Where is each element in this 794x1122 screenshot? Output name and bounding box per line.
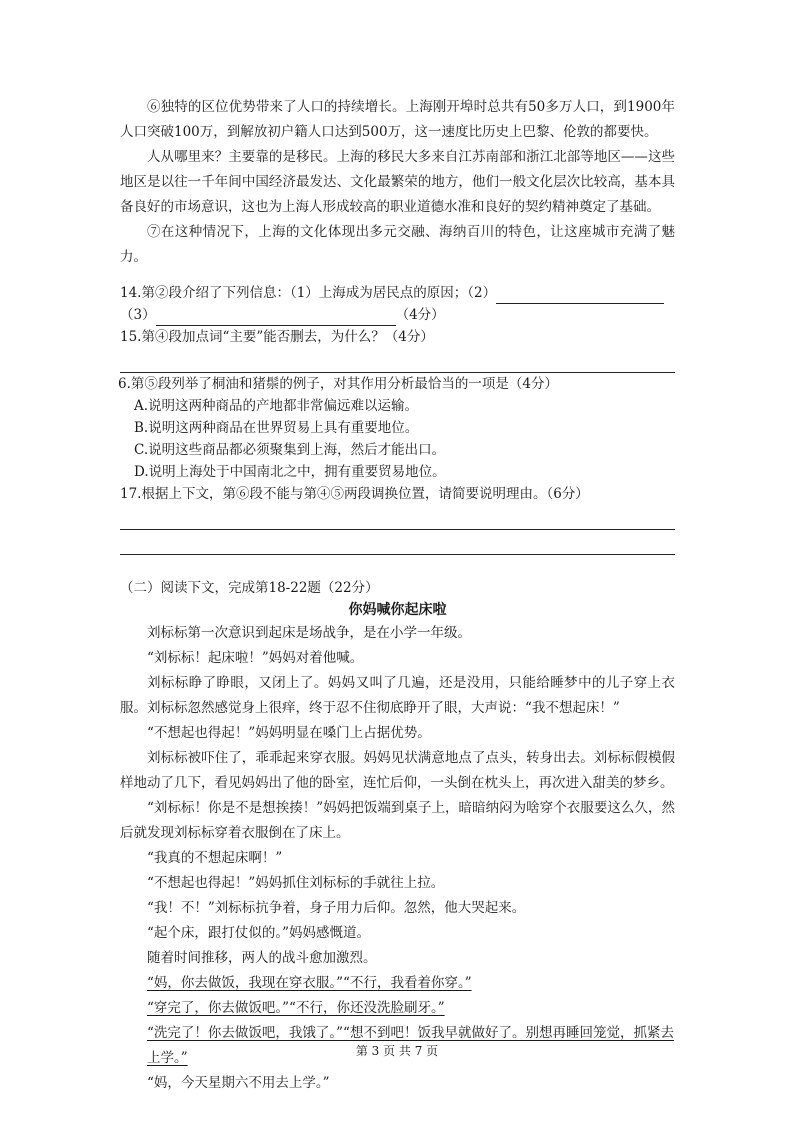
underlined-dialogue: “妈，你去做饭，我现在穿衣服。”“不行，我看着你穿。” [147,975,472,991]
story-paragraph: “我！不！”刘标标抗争着，身子用力后仰。忽然，他大哭起来。 [147,900,526,916]
story-paragraph: 刘标标被吓住了，乖乖起来穿衣服。妈妈见状满意地点了点头，转身出去。刘标标假模假样地动了几下，看见妈妈出了他的卧室，连忙后仰，一头倒在枕头上，再次进入甜美的梦乡。 [120,750,675,791]
option-b[interactable]: B.说明这两种商品在世界贸易上具有重要地位。 [134,420,419,436]
option-c[interactable]: C.说明这些商品都必须聚集到上海，然后才能出口。 [134,442,446,458]
answer-line-15[interactable] [120,348,675,373]
answer-line-17-1[interactable] [120,505,675,530]
story-paragraph: “妈，今天星期六不用去上学。” [147,1075,330,1091]
answer-blank-14-2[interactable] [496,287,664,304]
question-14-line-2 [120,304,675,326]
story-paragraph: “刘标标！你是不是想挨揍！”妈妈把饭端到桌子上，暗暗纳闷为啥穿个衣服要这么久，然后就发现刘标标穿着衣服倒在了床上。 [120,800,675,841]
question-14-score: （4分） [395,307,445,323]
paragraph-6: ⑥独特的区位优势带来了人口的持续增长。上海刚开埠时总共有50多万人口，到1900年人口突破100万，到解放初户籍人口达到500万，这一速度比历史上巴黎、伦敦的都要快。 [120,99,675,140]
story-paragraph: “起个床，跟打仗似的。”妈妈感慨道。 [147,925,371,941]
answer-blank-14-3[interactable] [156,309,396,326]
page-number-footer: 第 3 页 共 7 页 [355,1044,439,1058]
option-a[interactable]: A.说明这两种商品的产地都非常偏远难以运输。 [134,398,419,414]
story-paragraph: 刘标标睁了睁眼，又闭上了。妈妈又叫了几遍，还是没用，只能给睡梦中的儿子穿上衣服。刘标标忽然感觉身上很痒，终于忍不住彻底睁开了眼，大声说：“我不想起床！” [120,675,675,716]
question-14 [120,282,675,304]
page-content [120,95,675,1096]
underlined-dialogue: “穿完了，你去做饭吧。”“不行，你还没洗脸刷牙。” [147,1000,445,1016]
story-paragraph: “我真的不想起床啊！” [147,850,283,866]
story-title: 你妈喊你起床啦 [348,602,447,618]
question-14-text: 14.第②段介绍了下列信息：（1）上海成为居民点的原因；（2） [120,285,497,301]
story-paragraph: “不想起也得起！”妈妈明显在嗓门上占据优势。 [147,725,431,741]
story-paragraph: “刘标标！起床啦！”妈妈对着他喊。 [147,650,364,666]
question-16: 6.第⑤段列举了桐油和猪鬃的例子，对其作用分析最恰当的一项是（4分） [118,376,558,392]
underlined-dialogue: “洗完了！你去做饭吧，我饿了。”“想不到吧！饭我早就做好了。别想再睡回笼觉，抓紧去上学。” [147,1025,674,1066]
question-15: 15.第④段加点词“主要”能否删去，为什么？（4分） [120,329,434,345]
answer-line-17-2[interactable] [120,530,675,555]
story-paragraph: “不想起也得起！”妈妈抓住刘标标的手就往上拉。 [147,875,445,891]
story-paragraph: 刘标标第一次意识到起床是场战争，是在小学一年级。 [147,625,471,641]
question-14-part-3: （3） [120,307,156,323]
question-17: 17.根据上下文，第⑥段不能与第④⑤两段调换位置，请简要说明理由。（6分） [120,486,589,502]
paragraph-7: ⑦在这种情况下，上海的文化体现出多元交融、海纳百川的特色，让这座城市充满了魅力。 [120,224,675,265]
paragraph-6-continued: 人从哪里来？主要靠的是移民。上海的移民大多来自江苏南部和浙江北部等地区——这些地区是以往一千年间中国经济最发达、文化最繁荣的地方，他们一般文化层次比较高，基本具备良好的市场意识，这也为上海人形成较高的职业道德水准和良好的契约精神奠定了基础。 [120,149,675,215]
story-paragraph: 随着时间推移，两人的战斗愈加激烈。 [147,950,377,966]
option-d[interactable]: D.说明上海处于中国南北之中，拥有重要贸易地位。 [134,464,446,480]
section-two-heading: （二）阅读下文，完成第18-22题（22分） [120,580,379,596]
